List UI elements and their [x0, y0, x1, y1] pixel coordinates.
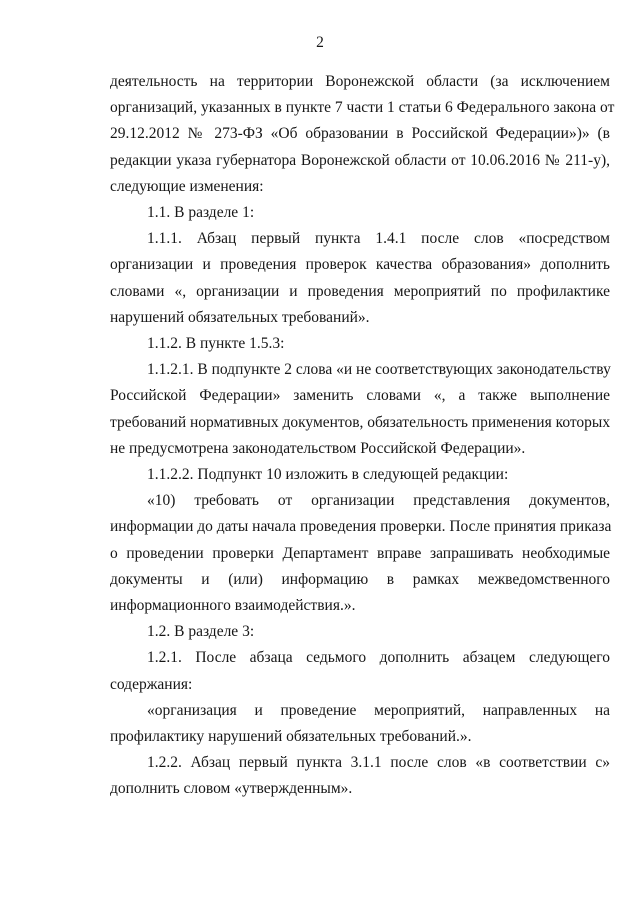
text-line: 1.1.2.2. Подпункт 10 изложить в следующей редакции: [147, 466, 509, 484]
paragraph-1-2-1 [110, 645, 610, 697]
paragraph-1-1-2-heading [110, 331, 610, 357]
text-line: требований нормативных документов, обязательность применения которых [110, 413, 611, 431]
paragraph-quote-10 [110, 488, 610, 619]
text-line: 1.1.1. Абзац первый пункта 1.4.1 после слов «посредством [147, 230, 610, 248]
text-line: организации и проведения проверок качества образования» дополнить [110, 256, 610, 274]
text-line: 1.1. В разделе 1: [147, 204, 255, 222]
text-line: «организация и проведение мероприятий, направленных на [147, 701, 610, 719]
text-line: 1.1.2.1. В подпункте 2 слова «и не соответствующих законодательству [147, 361, 611, 379]
text-line: не предусмотрена законодательством Российской Федерации». [110, 439, 526, 457]
paragraph-quote-prevention [110, 698, 610, 750]
text-line: словами «, организации и проведения мероприятий по профилактике [110, 282, 610, 300]
text-line: 1.1.2. В пункте 1.5.3: [147, 335, 285, 353]
paragraph-1-2-2 [110, 750, 610, 802]
text-line: информации до даты начала проведения проверки. После принятия приказа [110, 518, 612, 536]
text-line: организаций, указанных в пункте 7 части 1 статьи 6 Федерального закона от [110, 99, 615, 117]
page-number: 2 [316, 34, 324, 51]
text-line: 1.2. В разделе 3: [147, 623, 255, 641]
text-line: нарушений обязательных требований». [110, 308, 370, 326]
paragraph-section-1-heading [110, 200, 610, 226]
text-line: документы и (или) информацию в рамках межведомственного [110, 570, 610, 588]
text-line: «10) требовать от организации представления документов, [147, 492, 610, 510]
paragraph-1-1-2-1 [110, 357, 610, 462]
text-line: деятельность на территории Воронежской области (за исключением [110, 73, 610, 90]
text-line: Российской Федерации» заменить словами «, а также выполнение [110, 387, 610, 405]
text-line: следующие изменения: [110, 177, 264, 195]
text-line: содержания: [110, 675, 193, 693]
paragraph-intro-continuation [110, 69, 615, 200]
text-line: профилактику нарушений обязательных требований.». [110, 728, 472, 746]
paragraph-section-3-heading [110, 619, 610, 645]
paragraph-1-1-1 [110, 226, 610, 331]
text-line: 1.2.2. Абзац первый пункта 3.1.1 после слов «в соответствии с» [147, 754, 610, 772]
paragraph-1-1-2-2 [110, 462, 610, 488]
text-line: о проведении проверки Департамент вправе запрашивать необходимые [110, 544, 610, 562]
text-line: 1.2.1. После абзаца седьмого дополнить абзацем следующего [147, 649, 610, 667]
text-line: информационного взаимодействия.». [110, 597, 356, 615]
document-body [110, 69, 615, 803]
text-line: редакции указа губернатора Воронежской области от 10.06.2016 № 211-у), [110, 151, 610, 169]
text-line: дополнить словом «утвержденным». [110, 780, 353, 798]
text-line: 29.12.2012 № 273-ФЗ «Об образовании в Российской Федерации»)» (в [110, 125, 610, 143]
